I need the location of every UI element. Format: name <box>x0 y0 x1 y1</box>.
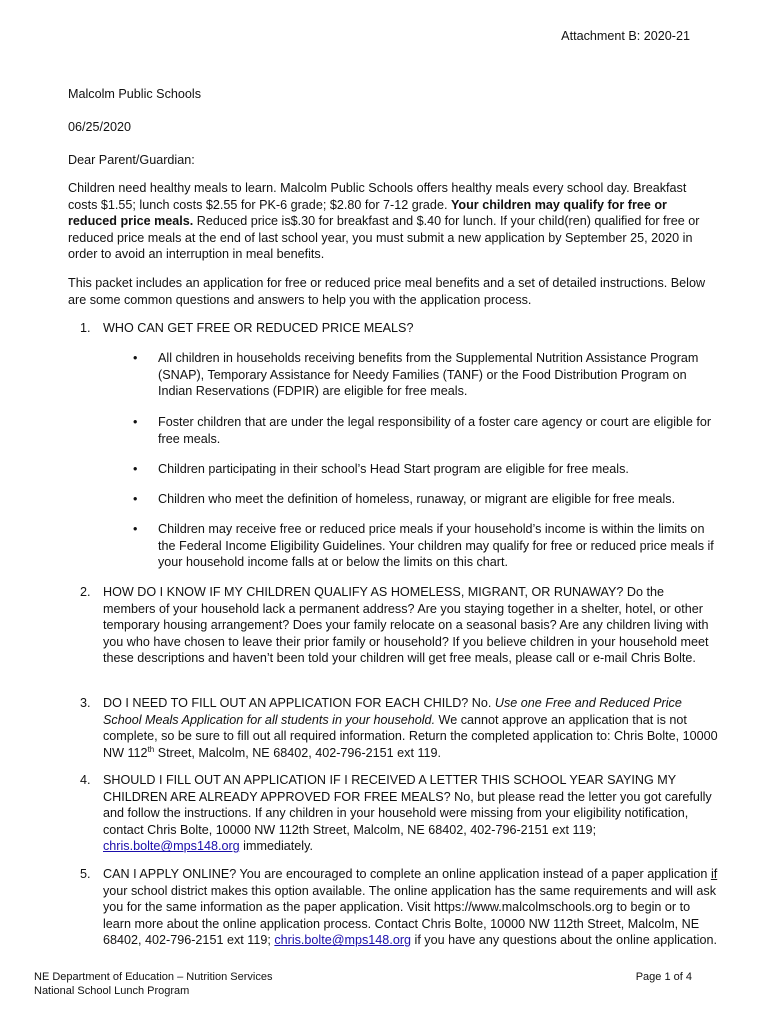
question-number: 2. <box>80 585 91 599</box>
question-4: 4. SHOULD I FILL OUT AN APPLICATION IF I RECEIVED A LETTER THIS SCHOOL YEAR SAYING MY CHILDREN ARE ALREADY APPROVED FOR FREE MEALS? No, but please read the letter you got carefully and follow the instructions. If any children in your household were missing from your eligibility notification, contact Chris Bolte, 10000 NW 112th Street, Malcolm, NE 68402, 402-796-2151 ext 119; chris.bolte@mps148.org immediately. <box>80 773 712 854</box>
packet-paragraph: This packet includes an application for free or reduced price meal benefits and a set of detailed instructions. Below are some common questions and answers to help you with the application process. <box>68 276 706 307</box>
bullet-item: • Children may receive free or reduced price meals if your household’s income is within the limits on the Federal Income Eligibility Guidelines. Your children may qualify for free or reduced price meals if your household income falls at or below the limits on this chart. <box>133 522 714 570</box>
question-2 <box>80 584 718 667</box>
page-number: Page 1 of 4 <box>635 971 692 983</box>
bullet-item: • All children in households receiving benefits from the Supplemental Nutrition Assistance Program (SNAP), Temporary Assistance for Needy Families (TANF) or the Food Distribution Program on Indian Reservations (FDPIR) are eligible for free meals. <box>133 351 699 399</box>
question-text: WHO CAN GET FREE OR REDUCED PRICE MEALS? <box>103 321 414 335</box>
school-name: Malcolm Public Schools <box>68 87 201 101</box>
salutation: Dear Parent/Guardian: <box>68 153 195 167</box>
question-number: 1. <box>80 321 91 335</box>
footer-program: National School Lunch Program <box>34 985 190 997</box>
question-number: 3. <box>80 696 91 710</box>
bullet-icon: • <box>133 415 138 429</box>
question-number: 4. <box>80 773 91 787</box>
question-1 <box>80 320 718 337</box>
attachment-label: Attachment B: 2020-21 <box>561 29 690 43</box>
bullet-icon: • <box>133 492 138 506</box>
bullet-item: • Children participating in their school’s Head Start program are eligible for free meals. <box>133 462 629 476</box>
intro-paragraph: Children need healthy meals to learn. Malcolm Public Schools offers healthy meals every school day. Breakfast costs $1.55; lunch costs $2.55 for PK-6 grade; $2.80 for 7-12 grade. Your children may qualify for free or reduced price meals. Reduced price is$.30 for breakfast and $.40 for lunch. If your child(ren) qualified for free or reduced price meals at the end of last school year, you must submit a new application by September 25, 2020 in order to avoid an interruption in meal benefits. <box>68 181 700 262</box>
question-number: 5. <box>80 867 91 881</box>
question-3: 3. DO I NEED TO FILL OUT AN APPLICATION FOR EACH CHILD? No. Use one Free and Reduced Price School Meals Application for all students in your household. We cannot approve an application that is not complete, so be sure to fill out all required information. Return the completed application to: Chris Bolte, 10000 NW 112th Street, Malcolm, NE 68402, 402-796-2151 ext 119. <box>80 696 718 760</box>
bullet-item: • Foster children that are under the legal responsibility of a foster care agency or court are eligible for free meals. <box>133 415 712 446</box>
question-text: HOW DO I KNOW IF MY CHILDREN QUALIFY AS HOMELESS, MIGRANT, OR RUNAWAY? Do the members of your household lack a permanent address? Are you staying together in a shelter, hotel, or other temporary housing arrangement? Does your family relocate on a seasonal basis? Are any children living with you who have chosen to leave their prior family or household? If you believe children in your household meet these descriptions and haven’t been told your children will get free meals, please call or e-mail Chris Bolte. <box>103 585 709 666</box>
bullet-item: • Children who meet the definition of homeless, runaway, or migrant are eligible for free meals. <box>133 492 676 506</box>
question-5: 5. CAN I APPLY ONLINE? You are encouraged to complete an online application instead of a paper application if your school district makes this option available. The online application has the same requirements and will ask you for the same information as the paper application. Visit https://www.malcolmschools.org to begin or to learn more about the online application process. Contact Chris Bolte, 10000 NW 112th Street, Malcolm, NE 68402, 402-796-2151 ext 119; chris.bolte@mps148.org if you have any questions about the online application. <box>80 867 718 948</box>
email-link[interactable]: chris.bolte@mps148.org <box>274 933 412 948</box>
bullet-icon: • <box>133 462 138 476</box>
footer-left <box>34 970 272 998</box>
email-link[interactable]: chris.bolte@mps148.org <box>103 839 240 854</box>
bullet-icon: • <box>133 522 138 536</box>
bullet-icon: • <box>133 351 138 365</box>
footer-department: NE Department of Education – Nutrition Services <box>34 971 273 983</box>
letter-date: 06/25/2020 <box>68 120 132 134</box>
